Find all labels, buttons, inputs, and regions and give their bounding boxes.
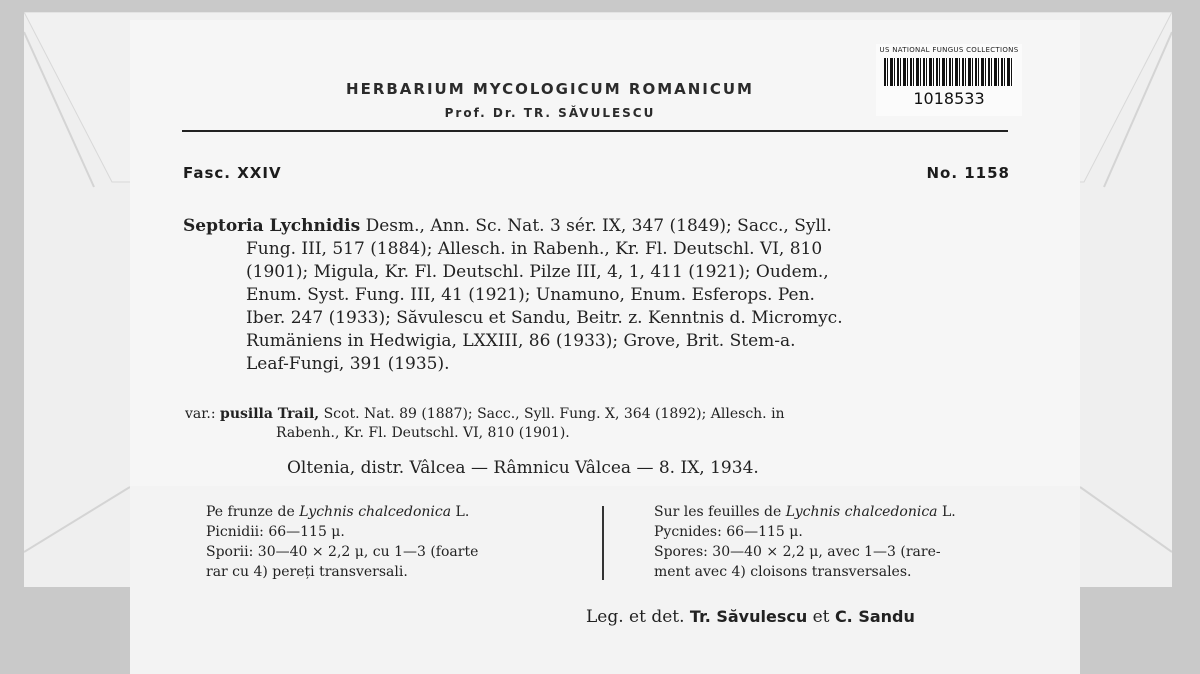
specimen-number: No. 1158	[926, 164, 1010, 182]
barcode-number: 1018533	[913, 89, 985, 108]
description-fr-line: Sur les feuilles de Lychnis chalcedonica L.	[654, 504, 956, 520]
description-ro-line: Picnidii: 66—115 μ.	[206, 524, 345, 540]
description-fr-line: ment avec 4) cloisons transversales.	[654, 564, 912, 580]
variety-name: pusilla Trail,	[220, 406, 320, 422]
variety-prefix: var.:	[185, 406, 216, 422]
barcode-icon	[884, 58, 1014, 86]
citation-line: Leaf-Fungi, 391 (1935).	[246, 354, 450, 374]
variety-line: Rabenh., Kr. Fl. Deutschl. VI, 810 (1901).	[276, 425, 570, 441]
description-fr-line: Pycnides: 66—115 μ.	[654, 524, 803, 540]
host-name: Lychnis chalcedonica	[299, 504, 452, 520]
collector-name: Tr. Săvulescu	[689, 607, 808, 626]
herbarium-author: Prof. Dr. TR. SĂVULESCU	[444, 106, 656, 120]
species-name: Septoria Lychnidis	[183, 216, 361, 236]
citation-line: Septoria Lychnidis Desm., Ann. Sc. Nat. 3 sér. IX, 347 (1849); Sacc., Syll.	[183, 216, 832, 236]
fascicle: Fasc. XXIV	[183, 164, 282, 182]
header-rule	[182, 130, 1008, 132]
column-divider	[602, 506, 604, 580]
description-fr-line: Spores: 30—40 × 2,2 μ, avec 1—3 (rare-	[654, 544, 941, 560]
description-ro-line: rar cu 4) pereți transversali.	[206, 564, 408, 580]
barcode-collection: US NATIONAL FUNGUS COLLECTIONS	[879, 46, 1019, 54]
collector-name: C. Sandu	[834, 607, 915, 626]
description-ro-line: Sporii: 30—40 × 2,2 μ, cu 1—3 (foarte	[206, 544, 479, 560]
host-name: Lychnis chalcedonica	[785, 504, 938, 520]
description-ro-line: Pe frunze de Lychnis chalcedonica L.	[206, 504, 470, 520]
citation-line: Iber. 247 (1933); Săvulescu et Sandu, Beitr. z. Kenntnis d. Micromyc.	[246, 308, 843, 328]
variety-line: var.: pusilla Trail, Scot. Nat. 89 (1887); Sacc., Syll. Fung. X, 364 (1892); Allesch. in	[185, 406, 785, 422]
citation-line: (1901); Migula, Kr. Fl. Deutschl. Pilze III, 4, 1, 411 (1921); Oudem.,	[246, 262, 829, 282]
citation-line: Fung. III, 517 (1884); Allesch. in Rabenh., Kr. Fl. Deutschl. VI, 810	[246, 239, 823, 259]
herbarium-title: HERBARIUM MYCOLOGICUM ROMANICUM	[346, 80, 754, 98]
collector-line: Leg. et det. Tr. Săvulescu et C. Sandu	[586, 607, 915, 627]
locality: Oltenia, distr. Vâlcea — Râmnicu Vâlcea — 8. IX, 1934.	[287, 458, 759, 478]
citation-line: Enum. Syst. Fung. III, 41 (1921); Unamuno, Enum. Esferops. Pen.	[246, 285, 815, 305]
citation-line: Rumäniens in Hedwigia, LXXIII, 86 (1933); Grove, Brit. Stem-a.	[246, 331, 796, 351]
